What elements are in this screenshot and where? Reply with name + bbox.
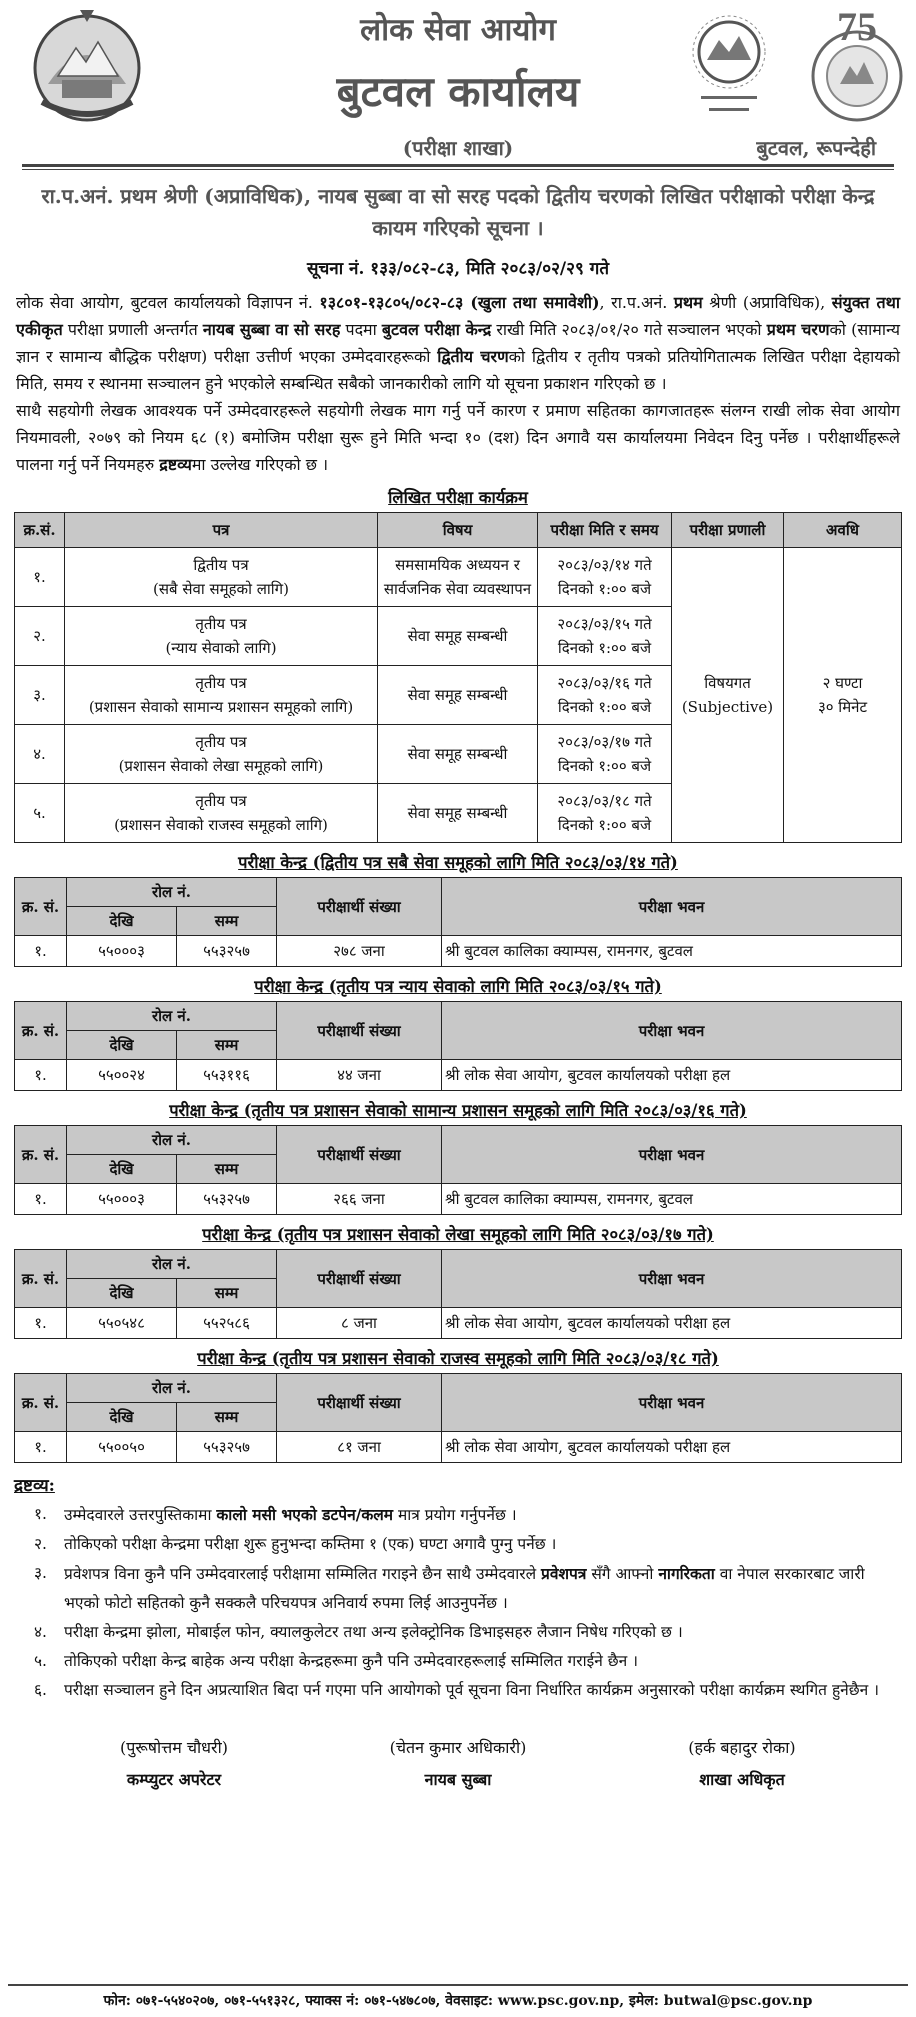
exam-schedule-table <box>14 512 902 843</box>
center-label: बुटवल परीक्षा केन्द्र <box>381 320 492 339</box>
exam-center-table <box>14 1249 902 1339</box>
text: लोक सेवा आयोग, बुटवल कार्यालयको विज्ञापन नं. <box>16 293 320 312</box>
column-header: परीक्षा भवन <box>442 1374 902 1432</box>
column-header: पत्र <box>65 513 378 548</box>
center-heading: परीक्षा केन्द्र (तृतीय पत्र प्रशासन सेवाको सामान्य प्रशासन समूहको लागि मिति २०८३/०३/१६ गते) <box>169 1101 747 1120</box>
column-header: परीक्षार्थी संख्या <box>277 1002 442 1060</box>
column-header: क्र. सं. <box>15 1374 67 1432</box>
table-row <box>15 1184 902 1215</box>
roll-to: ५५२५८६ <box>177 1308 277 1339</box>
column-header: रोल नं. <box>67 878 277 907</box>
notice-number: सूचना नं. १३३/०८२-८३, मिति २०८३/०२/२९ गते <box>306 259 610 279</box>
emphasis: नागरिकता <box>658 1564 715 1583</box>
subject: सेवा समूह सम्बन्धी <box>378 666 538 725</box>
serial-number: १. <box>15 1308 67 1339</box>
table-header-row <box>15 878 902 907</box>
roll-from: ५५००२४ <box>67 1060 177 1091</box>
roll-from: ५५०५४८ <box>67 1308 177 1339</box>
phase-two-label: द्वितीय चरण <box>437 347 509 366</box>
column-header: रोल नं. <box>67 1002 277 1031</box>
anniversary-number: 75 <box>837 4 877 49</box>
exam-date: २०८३/०३/१४ गते <box>557 556 652 574</box>
75th-anniversary-logo-icon <box>804 4 910 128</box>
system-label: संयुक्त तथा एकीकृत <box>16 293 901 339</box>
signatory-designation: नायब सुब्बा <box>424 1770 492 1789</box>
column-header: परीक्षा प्रणाली <box>672 513 784 548</box>
subject: सेवा समूह सम्बन्धी <box>378 607 538 666</box>
table-row <box>15 1308 902 1339</box>
column-header: परीक्षा भवन <box>442 1250 902 1308</box>
column-header: परीक्षार्थी संख्या <box>277 1374 442 1432</box>
exam-time: दिनको १:०० बजे <box>557 757 652 775</box>
candidate-count: ८१ जना <box>277 1432 442 1463</box>
exam-system-np: विषयगत <box>704 674 751 692</box>
column-header: क्र. सं. <box>15 1250 67 1308</box>
duration-minutes: ३० मिनेट <box>817 698 868 716</box>
center-heading: परीक्षा केन्द्र (द्वितीय पत्र सबै सेवा समूहको लागि मिति २०८३/०३/१४ गते) <box>238 853 678 872</box>
roll-from: ५५०००३ <box>67 936 177 967</box>
notice-paragraph-2 <box>14 397 902 478</box>
column-header: देखि <box>67 1279 177 1308</box>
roll-to: ५५३११६ <box>177 1060 277 1091</box>
exam-date: २०८३/०३/१७ गते <box>557 733 652 751</box>
table-header-row <box>15 1126 902 1155</box>
exam-center-table <box>14 1001 902 1091</box>
item-text: तोकिएको परीक्षा केन्द्रमा परीक्षा शुरू हुनुभन्दा कम्तिमा १ (एक) घण्टा अगावै पुग्नु पर्नेछ । <box>64 1535 557 1553</box>
roll-to: ५५३२५७ <box>177 936 277 967</box>
date-time-cell <box>538 607 672 666</box>
paper-cell <box>65 784 378 843</box>
signatures <box>54 1733 862 1797</box>
text: प्रवेशपत्र विना कुनै पनि उम्मेदवारलाई परीक्षामा सम्मिलित गराइने छैन साथै उम्मेदवारले <box>64 1565 542 1583</box>
paper-cell <box>65 548 378 607</box>
phase-one-label: प्रथम चरण <box>766 320 830 339</box>
roll-to: ५५३२५७ <box>177 1184 277 1215</box>
signatory-name: (चेतन कुमार अधिकारी) <box>389 1738 527 1757</box>
emphasis: प्रवेशपत्र <box>541 1564 587 1583</box>
column-header: रोल नं. <box>67 1126 277 1155</box>
column-header: देखि <box>67 1155 177 1184</box>
item-number: १. <box>34 1505 47 1523</box>
date-time-cell <box>538 784 672 843</box>
notice-title: रा.प.अनं. प्रथम श्रेणी (अप्राविधिक), नायब सुब्बा वा सो सरह पदको द्वितीय चरणको लिखित परीक्षाको परीक्षा केन्द्र कायम गरिएको सूचना । <box>41 184 875 240</box>
column-header: सम्म <box>177 1155 277 1184</box>
text: मा उल्लेख गरिएको छ । <box>191 455 329 474</box>
serial-number: ५. <box>15 784 65 843</box>
column-header: देखि <box>67 1031 177 1060</box>
candidate-count: ४४ जना <box>277 1060 442 1091</box>
roll-from: ५५००५० <box>67 1432 177 1463</box>
roll-to: ५५३२५७ <box>177 1432 277 1463</box>
subject: समसामयिक अध्ययन र सार्वजनिक सेवा व्यवस्थापन <box>378 548 538 607</box>
signatory-designation: शाखा अधिकृत <box>699 1770 785 1789</box>
column-header: सम्म <box>177 907 277 936</box>
list-item <box>34 1647 902 1676</box>
serial-number: ४. <box>15 725 65 784</box>
table-row <box>15 936 902 967</box>
header <box>14 0 902 168</box>
signatory <box>622 1733 862 1797</box>
notes-reference: द्रष्टव्य <box>159 455 192 474</box>
psc-logo-icon <box>679 12 779 127</box>
text: राखी मिति २०८३/०१/२० गते सञ्चालन भएको <box>491 320 767 339</box>
advert-number: १३८०१-१३८०५/०८२-८३ (खुला तथा समावेशी) <box>319 293 600 312</box>
list-item <box>34 1530 902 1559</box>
table-header-row <box>15 1002 902 1031</box>
table-header-row <box>15 1250 902 1279</box>
serial-number: २. <box>15 607 65 666</box>
column-header: देखि <box>67 907 177 936</box>
header-divider <box>22 164 894 170</box>
notes-heading: द्रष्टव्य: <box>14 1476 55 1496</box>
class-label: प्रथम <box>673 293 703 312</box>
serial-number: ३. <box>15 666 65 725</box>
column-header: क्र. सं. <box>15 1002 67 1060</box>
column-header: परीक्षार्थी संख्या <box>277 1126 442 1184</box>
notes-list <box>14 1500 902 1705</box>
exam-system <box>672 548 784 843</box>
column-header: सम्म <box>177 1403 277 1432</box>
exam-time: दिनको १:०० बजे <box>557 580 652 598</box>
paper-group: (न्याय सेवाको लागि) <box>165 639 277 657</box>
paper-group: (प्रशासन सेवाको सामान्य प्रशासन समूहको लागि) <box>88 698 354 716</box>
candidate-count: ८ जना <box>277 1308 442 1339</box>
text: वा नेपाल सरकारबाट जारी भएको फोटो सहितको कुनै सक्कलै परिचयपत्र अनिवार्य रुपमा लिई आउनुपर्नेछ । <box>64 1565 865 1612</box>
signatory-name: (पुरूषोत्तम चौधरी) <box>120 1738 228 1757</box>
item-number: ६. <box>34 1681 47 1699</box>
table-row <box>15 548 902 607</box>
roll-from: ५५०००३ <box>67 1184 177 1215</box>
paper-name: तृतीय पत्र <box>195 792 247 810</box>
table-row <box>15 1060 902 1091</box>
paper-group: (सबै सेवा समूहको लागि) <box>153 580 289 598</box>
exam-venue: श्री बुटवल कालिका क्याम्पस, रामनगर, बुटवल <box>442 936 902 967</box>
column-header: रोल नं. <box>67 1374 277 1403</box>
text: , रा.प.अनं. <box>599 293 674 312</box>
signatory-name: (हर्क बहादुर रोका) <box>688 1738 796 1757</box>
table-header-row <box>15 1374 902 1403</box>
exam-venue: श्री बुटवल कालिका क्याम्पस, रामनगर, बुटवल <box>442 1184 902 1215</box>
footer-contact: फोन: ०७१-५५४०२०७, ०७१-५५१३२८, फ्याक्स नं: ०७१-५४७८०७, वेवसाइट: www.psc.gov.np, इमेल: butwal@psc.gov.np <box>8 1984 908 2010</box>
section-name: (परीक्षा शाखा) <box>402 136 514 160</box>
column-header: रोल नं. <box>67 1250 277 1279</box>
column-header: सम्म <box>177 1031 277 1060</box>
text: को द्वितीय र तृतीय पत्रको प्रतियोगितात्मक लिखित परीक्षा देहायको मिति, समय र स्थानमा सञ्चालन हुने भएकोले सम्बन्धित सबैको जानकारीको लागि यो सूचना प्रकाशन गरिएको छ । <box>16 347 900 393</box>
paper-cell <box>65 725 378 784</box>
schedule-heading: लिखित परीक्षा कार्यक्रम <box>388 488 528 507</box>
paper-name: तृतीय पत्र <box>195 674 247 692</box>
text: उम्मेदवारले उत्तरपुस्तिकामा <box>64 1506 217 1524</box>
column-header: विषय <box>378 513 538 548</box>
text: परीक्षा प्रणाली अन्तर्गत <box>62 320 203 339</box>
exam-date: २०८३/०३/१६ गते <box>557 674 652 692</box>
candidate-count: २६६ जना <box>277 1184 442 1215</box>
table-header-row <box>15 513 902 548</box>
column-header: परीक्षा भवन <box>442 1002 902 1060</box>
serial-number: १. <box>15 1184 67 1215</box>
duration-hours: २ घण्टा <box>822 674 863 692</box>
item-text: परीक्षा केन्द्रमा झोला, मोबाईल फोन, क्यालकुलेटर तथा अन्य इलेक्ट्रोनिक डिभाइसहरु लैजान निषेध गरिएको छ । <box>64 1623 683 1641</box>
paper-group: (प्रशासन सेवाको राजस्व समूहको लागि) <box>114 816 328 834</box>
exam-duration <box>784 548 902 843</box>
column-header: परीक्षा भवन <box>442 878 902 936</box>
paper-name: तृतीय पत्र <box>195 733 247 751</box>
item-text <box>64 1500 517 1530</box>
serial-number: १. <box>15 936 67 967</box>
table-row <box>15 1432 902 1463</box>
serial-number: १. <box>15 548 65 607</box>
center-heading: परीक्षा केन्द्र (तृतीय पत्र प्रशासन सेवाको राजस्व समूहको लागि मिति २०८३/०३/१८ गते) <box>197 1349 719 1368</box>
list-item <box>34 1618 902 1647</box>
signatory <box>54 1733 294 1797</box>
column-header: अवधि <box>784 513 902 548</box>
serial-number: १. <box>15 1432 67 1463</box>
exam-date: २०८३/०३/१५ गते <box>557 615 652 633</box>
exam-center-table <box>14 877 902 967</box>
list-item <box>34 1676 902 1705</box>
text: सँगै आफ्नो <box>586 1565 659 1583</box>
column-header: परीक्षा भवन <box>442 1126 902 1184</box>
paper-cell <box>65 607 378 666</box>
date-time-cell <box>538 666 672 725</box>
office-location: बुटवल, रूपन्देही <box>756 136 876 160</box>
text: श्रेणी (अप्राविधिक), <box>702 293 832 312</box>
item-number: ४. <box>34 1623 47 1641</box>
item-number: २. <box>34 1535 47 1553</box>
column-header: सम्म <box>177 1279 277 1308</box>
paper-name: तृतीय पत्र <box>195 615 247 633</box>
exam-time: दिनको १:०० बजे <box>557 816 652 834</box>
exam-center-table <box>14 1125 902 1215</box>
exam-center-table <box>14 1373 902 1463</box>
subject: सेवा समूह सम्बन्धी <box>378 784 538 843</box>
office-name: बुटवल कार्यालय <box>336 67 580 116</box>
serial-number: १. <box>15 1060 67 1091</box>
text: को (सामान्य ज्ञान र सामान्य बौद्धिक परीक्षण) परीक्षा उत्तीर्ण भएका उम्मेदवारहरूको <box>16 320 900 366</box>
item-text <box>64 1559 902 1618</box>
list-item <box>34 1500 902 1530</box>
column-header: क्र.सं. <box>15 513 65 548</box>
notice-paragraph-1 <box>14 289 902 397</box>
paper-name: द्वितीय पत्र <box>193 556 249 574</box>
signatory <box>338 1733 578 1797</box>
column-header: परीक्षार्थी संख्या <box>277 1250 442 1308</box>
exam-time: दिनको १:०० बजे <box>557 639 652 657</box>
post-label: नायब सुब्बा वा सो सरह <box>202 320 341 339</box>
commission-name: लोक सेवा आयोग <box>360 12 556 48</box>
center-heading: परीक्षा केन्द्र (तृतीय पत्र न्याय सेवाको लागि मिति २०८३/०३/१५ गते) <box>254 977 662 996</box>
list-item <box>34 1559 902 1618</box>
item-text: तोकिएको परीक्षा केन्द्र बाहेक अन्य परीक्षा केन्द्रहरूमा कुनै पनि उम्मेदवारहरूलाई सम्मिलित गराईने छैन । <box>64 1652 639 1670</box>
emphasis: कालो मसी भएको डटपेन/कलम <box>216 1505 394 1524</box>
subject: सेवा समूह सम्बन्धी <box>378 725 538 784</box>
column-header: क्र. सं. <box>15 878 67 936</box>
column-header: परीक्षार्थी संख्या <box>277 878 442 936</box>
exam-time: दिनको १:०० बजे <box>557 698 652 716</box>
paper-group: (प्रशासन सेवाको लेखा समूहको लागि) <box>118 757 324 775</box>
text: मात्र प्रयोग गर्नुपर्नेछ । <box>393 1506 517 1524</box>
column-header: क्र. सं. <box>15 1126 67 1184</box>
exam-date: २०८३/०३/१८ गते <box>557 792 652 810</box>
signatory-designation: कम्प्युटर अपरेटर <box>126 1770 222 1789</box>
exam-venue: श्री लोक सेवा आयोग, बुटवल कार्यालयको परीक्षा हल <box>442 1060 902 1091</box>
column-header: परीक्षा मिति र समय <box>538 513 672 548</box>
exam-venue: श्री लोक सेवा आयोग, बुटवल कार्यालयको परीक्षा हल <box>442 1308 902 1339</box>
item-text: परीक्षा सञ्चालन हुने दिन अप्रत्याशित बिदा पर्न गएमा पनि आयोगको पूर्व सूचना विना निर्धारित कार्यक्रम अनुसारको परीक्षा कार्यक्रम स्थगित हुनेछैन । <box>64 1681 880 1699</box>
center-heading: परीक्षा केन्द्र (तृतीय पत्र प्रशासन सेवाको लेखा समूहको लागि मिति २०८३/०३/१७ गते) <box>202 1225 714 1244</box>
exam-system-en: (Subjective) <box>681 698 774 716</box>
item-number: ५. <box>34 1652 47 1670</box>
candidate-count: २७८ जना <box>277 936 442 967</box>
paper-cell <box>65 666 378 725</box>
text: पदमा <box>340 320 382 339</box>
date-time-cell <box>538 725 672 784</box>
column-header: देखि <box>67 1403 177 1432</box>
item-number: ३. <box>34 1564 47 1582</box>
exam-venue: श्री लोक सेवा आयोग, बुटवल कार्यालयको परीक्षा हल <box>442 1432 902 1463</box>
text: साथै सहयोगी लेखक आवश्यक पर्ने उम्मेदवारहरूले सहयोगी लेखक माग गर्नु पर्ने कारण र प्रमाण सहितका कागजातहरू संलग्न राखी लोक सेवा आयोग नियमावली, २०७९ को नियम ६८ (१) बमोजिम परीक्षा सुरू हुने मिति भन्दा १० (दश) दिन अगावै यस कार्यालयमा निवेदन दिनु पर्नेछ । परीक्षार्थीहरूले पालना गर्नु पर्ने नियमहरु <box>16 401 900 474</box>
date-time-cell <box>538 548 672 607</box>
